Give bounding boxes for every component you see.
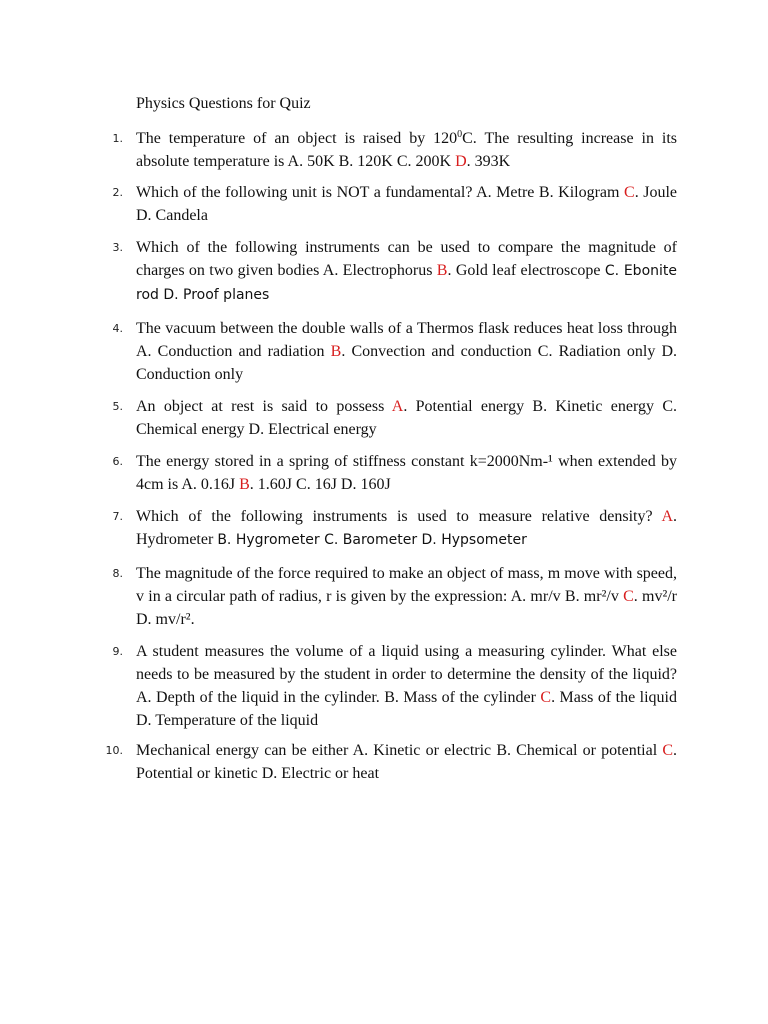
answer-letter: A — [391, 398, 404, 415]
question-text: Which of the following instruments can be used to compare the magnitude of charges on two given bodies A. Electrophorus B. Gold leaf electroscope C. Ebonite rod D. Proof planes — [136, 239, 678, 303]
question-number: 2. — [112, 186, 123, 199]
answer-letter: C — [662, 742, 673, 759]
answer-letter: C — [624, 184, 635, 201]
question-text: The energy stored in a spring of stiffness constant k=2000Nm-¹ when extended by 4cm is A. 0.16J B. 1.60J C. 16J D. 160J — [136, 453, 677, 493]
answer-letter: B — [239, 476, 250, 493]
question-text: A student measures the volume of a liquid using a measuring cylinder. What else needs to be measured by the student in order to determine the density of the liquid? A. Depth of the liquid in the cylinder. B. Mass of the cylinder C. Mass of the liquid D. Temperature of the liquid — [136, 643, 677, 729]
question-number: 1. — [112, 132, 123, 145]
question-number: 4. — [112, 322, 123, 335]
question-number: 6. — [112, 455, 123, 468]
answer-letter: C — [540, 689, 552, 706]
question-number: 8. — [112, 567, 123, 580]
answer-letter: C — [623, 588, 634, 605]
question-text: Which of the following unit is NOT a fundamental? A. Metre B. Kilogram C. Joule D. Candela — [136, 184, 678, 224]
question-text: Mechanical energy can be either A. Kinetic or electric B. Chemical or potential C. Potential or kinetic D. Electric or heat — [136, 742, 677, 782]
answer-letter: D — [455, 153, 467, 170]
question-number: 7. — [112, 510, 123, 523]
question-text: The vacuum between the double walls of a Thermos flask reduces heat loss through A. Conduction and radiation B. Convection and conduction C. Radiation only D. Conduction only — [136, 320, 678, 383]
question-text: The magnitude of the force required to make an object of mass, m move with speed, v in a circular path of radius, r is given by the expression: A. mr/v B. mr²/v C. mv²/r D. mv/r². — [136, 565, 678, 628]
question-number: 10. — [105, 744, 123, 757]
question-number: 9. — [112, 645, 123, 658]
question-text: Which of the following instruments is used to measure relative density? A. Hydrometer B. Hygrometer C. Barometer D. Hypsometer — [136, 508, 677, 548]
answer-letter: B — [330, 343, 342, 360]
superscript: 0 — [457, 129, 463, 140]
answer-letter: A — [661, 508, 673, 525]
document-title: Physics Questions for Quiz — [136, 95, 311, 112]
question-text: An object at rest is said to possess A. Potential energy B. Kinetic energy C. Chemical energy D. Electrical energy — [136, 398, 677, 438]
question-number: 5. — [112, 400, 123, 413]
question-text: The temperature of an object is raised by $120^0C$. The resulting increase in its absolute temperature is A. 50K B. 120K C. 200K D. 393K — [136, 129, 678, 170]
answer-letter: B — [436, 262, 448, 279]
question-number: 3. — [112, 241, 123, 254]
